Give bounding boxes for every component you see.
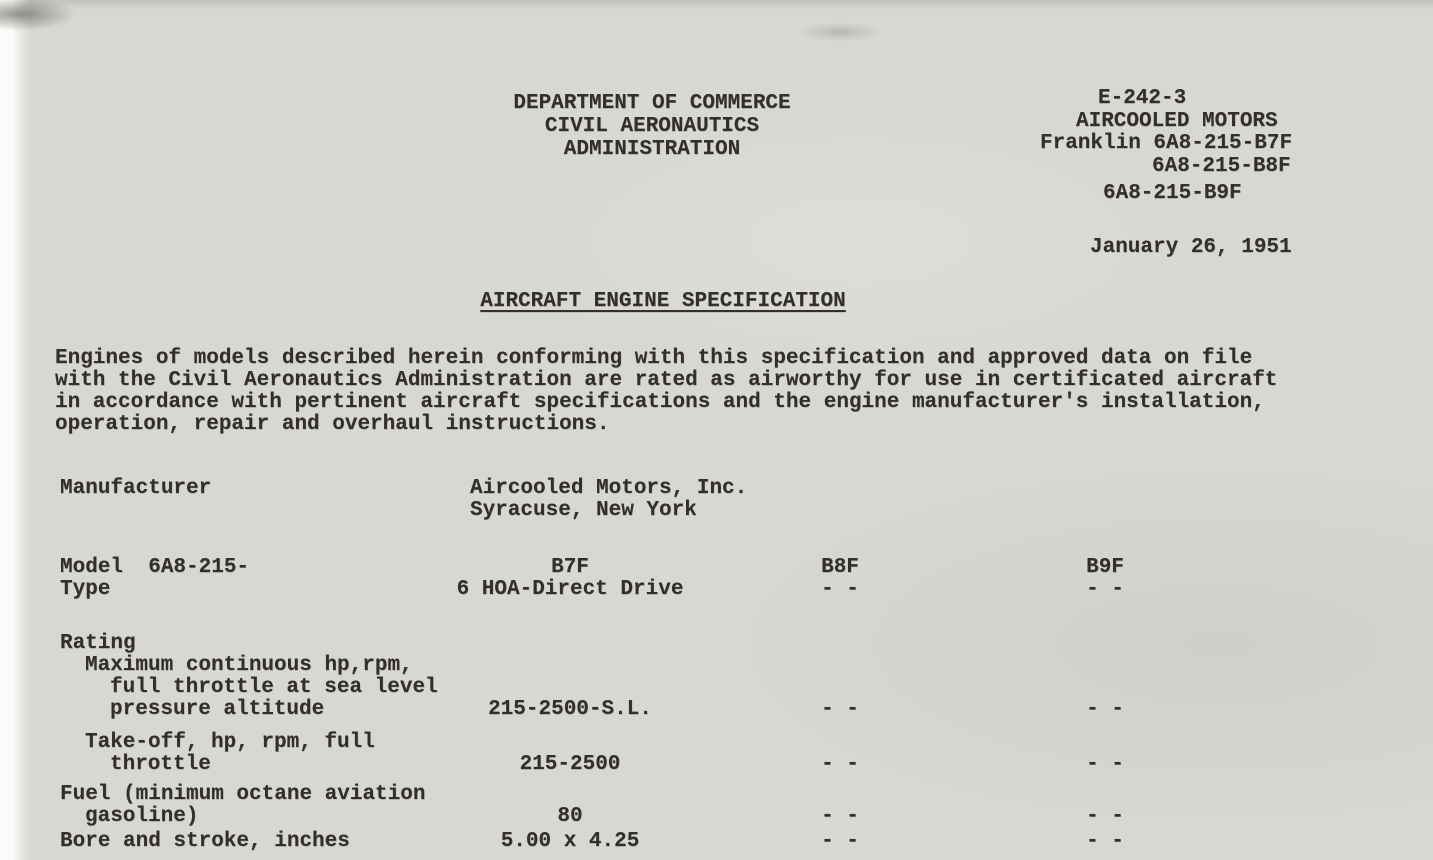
value-b8f: - -	[821, 753, 859, 776]
value-b8f: - -	[821, 830, 859, 853]
spec-row-takeoff-2	[60, 754, 1433, 776]
spec-row-max-continuous-1	[60, 655, 1433, 677]
value-b7f: B7F	[551, 556, 589, 579]
row-label: Model 6A8-215-	[60, 556, 250, 579]
agency-line-1: DEPARTMENT OF COMMERCE	[513, 92, 791, 115]
manufacturer-name: Aircooled Motors, Inc.	[470, 477, 748, 500]
spec-row-takeoff-1	[60, 732, 1433, 754]
value-b7f: 215-2500-S.L.	[488, 698, 652, 721]
value-b9f: - -	[1086, 830, 1124, 853]
value-b8f: - -	[821, 578, 859, 601]
value-b9f: - -	[1086, 578, 1124, 601]
value-b9f: - -	[1086, 805, 1124, 828]
value-b7f: 6 HOA-Direct Drive	[456, 578, 684, 601]
manufacturer-details	[470, 478, 747, 522]
specification-body	[60, 478, 1433, 853]
row-label: throttle	[110, 753, 211, 776]
manufacturer-row	[60, 478, 1433, 522]
value-b9f: - -	[1086, 753, 1124, 776]
spec-row-fuel-1	[60, 784, 1433, 806]
row-label: Rating	[60, 632, 136, 655]
engine-maker: AIRCOOLED MOTORS	[1076, 109, 1278, 133]
row-label: full throttle at sea level	[110, 676, 438, 699]
value-b8f: B8F	[821, 556, 859, 579]
row-label: Bore and stroke, inches	[60, 830, 350, 853]
value-b8f: - -	[821, 698, 859, 721]
document-title-text: AIRCRAFT ENGINE SPECIFICATION	[480, 290, 846, 313]
value-b9f: - -	[1086, 698, 1124, 721]
spec-number: E-242-3	[1098, 87, 1187, 110]
value-b7f: 5.00 x 4.25	[500, 830, 640, 853]
spec-row-model	[60, 557, 1433, 579]
reference-block	[1040, 88, 1340, 206]
value-b8f: - -	[821, 805, 859, 828]
manufacturer-label: Manufacturer	[60, 477, 212, 500]
spec-row-max-continuous-2	[60, 677, 1433, 699]
document-title	[0, 290, 1326, 313]
model-listing-2: 6A8-215-B8F	[1152, 154, 1291, 178]
row-label: pressure altitude	[110, 698, 325, 721]
model-listing-3: 6A8-215-B9F	[1103, 182, 1242, 205]
row-label: Type	[60, 578, 111, 601]
row-label: Maximum continuous hp,rpm,	[85, 654, 413, 677]
value-b9f: B9F	[1086, 556, 1124, 579]
spec-row-type	[60, 579, 1433, 601]
row-label: gasoline)	[85, 805, 199, 828]
row-label: Fuel (minimum octane aviation	[60, 783, 426, 806]
spec-row-bore-stroke	[60, 831, 1433, 853]
row-label: Take-off, hp, rpm, full	[85, 731, 375, 754]
spec-row-rating-header	[60, 633, 1433, 655]
manufacturer-city: Syracuse, New York	[470, 499, 697, 522]
issue-date: January 26, 1951	[1090, 236, 1292, 259]
spec-row-pressure-altitude	[60, 699, 1433, 721]
spec-row-fuel-2	[60, 806, 1433, 828]
model-listing-1: Franklin 6A8-215-B7F	[1040, 132, 1293, 155]
value-b7f: 215-2500	[519, 753, 621, 776]
intro-paragraph: Engines of models described herein conforming with this specification and approved data on file with the Civil Aeronautics Administration are rated as airworthy for use in certificated aircraft in accordance with pertinent aircraft specifications and the engine manufacturer's installation, operation, repair and overhaul instructions.	[55, 347, 1278, 436]
value-b7f: 80	[557, 805, 583, 828]
agency-line-2: CIVIL AERONAUTICS ADMINISTRATION	[544, 115, 760, 161]
agency-header	[451, 92, 853, 161]
